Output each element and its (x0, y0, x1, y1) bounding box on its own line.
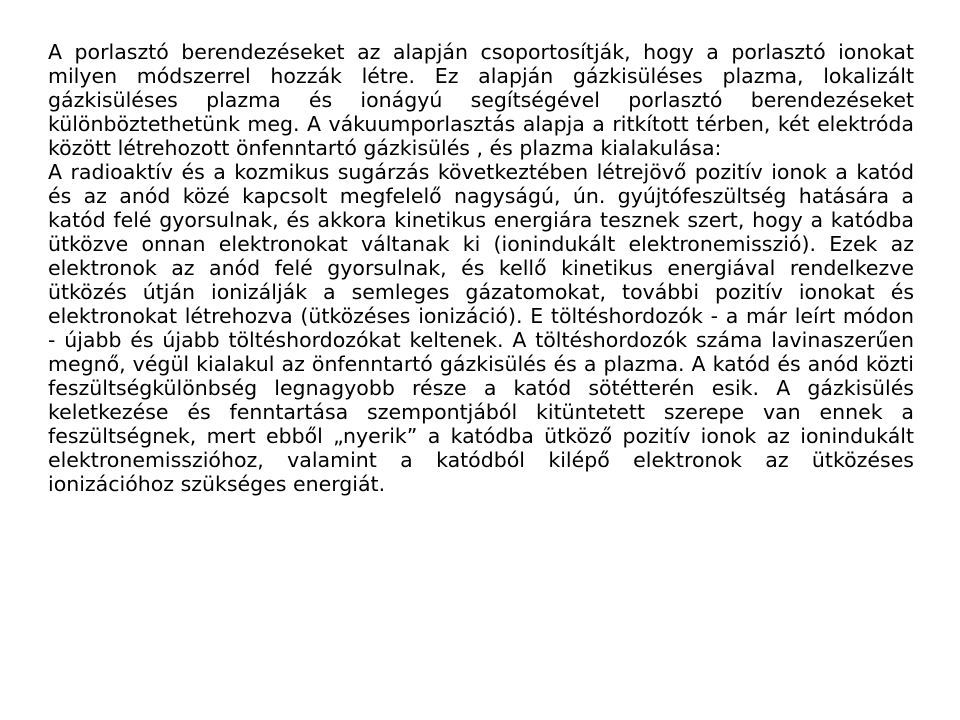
paragraph-gas-discharge-process: A radioaktív és a kozmikus sugárzás következtében létrejövő pozitív ionok a katód és az anód közé kapcsolt megfelelő nagyságú, ún. gyújtófeszültség hatására a katód felé gyorsulnak, és akkora kinetikus energiára tesznek szert, hogy a katódba ütközve onnan elektronokat váltanak ki (ionindukált elektronemisszió). Ezek az elektronok az anód felé gyorsulnak, és kellő kinetikus energiával rendelkezve ütközés útján ionizálják a semleges gázatomokat, további pozitív ionokat és elektronokat létrehozva (ütközéses ionizáció). E töltéshordozók - a már leírt módon - újabb és újabb töltéshordozókat keltenek. A töltéshordozók száma lavinaszerűen megnő, végül kialakul az önfenntartó gázkisülés és a plazma. A katód és anód közti feszültségkülönbség legnagyobb része a katód sötétterén esik. A gázkisülés keletkezése és fenntartása szempontjából kitüntetett szerepe van ennek a feszültségnek, mert ebből „nyerik” a katódba ütköző pozitív ionok az ionindukált elektronemisszióhoz, valamint a katódból kilépő elektronok az ütközéses ionizációhoz szükséges energiát. (48, 160, 914, 496)
paragraph-sputtering-intro: A porlasztó berendezéseket az alapján csoportosítják, hogy a porlasztó ionokat milyen módszerrel hozzák létre. Ez alapján gázkisüléses plazma, lokalizált gázkisüléses plazma és ionágyú segítségével porlasztó berendezéseket különböztethetünk meg. A vákuumporlasztás alapja a ritkított térben, két elektróda között létrehozott önfenntartó gázkisülés , és plazma kialakulása: (48, 40, 914, 160)
slide-body (48, 40, 914, 496)
